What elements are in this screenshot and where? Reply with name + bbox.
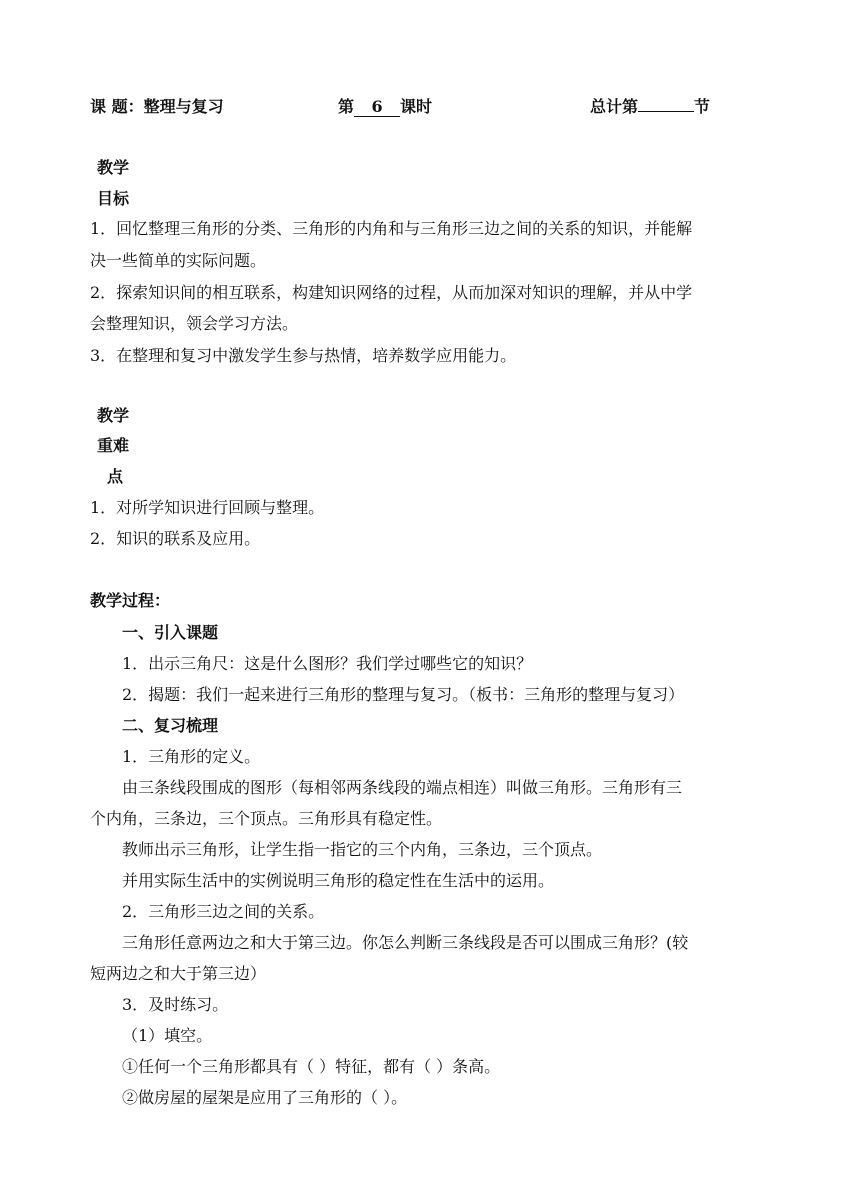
- objectives-label-1: 教学: [97, 158, 130, 177]
- section2-line: 个内角，三条边，三个顶点。三角形具有稳定性。: [90, 809, 443, 828]
- section2-line: 短两边之和大于第三边）: [90, 964, 267, 983]
- objective-line: 2．探索知识间的相互联系，构建知识网络的过程，从而加深对知识的理解，并从中学: [90, 283, 693, 302]
- lesson-number-field: [338, 96, 432, 118]
- objective-line: 1．回忆整理三角形的分类、三角形的内角和与三角形三边之间的关系的知识，并能解: [90, 219, 693, 238]
- lesson-prefix: 第: [338, 97, 355, 116]
- section2-line: 并用实际生活中的实例说明三角形的稳定性在生活中的运用。: [122, 871, 555, 890]
- section2-line: 三角形任意两边之和大于第三边。你怎么判断三条线段是否可以围成三角形？(较: [122, 933, 689, 952]
- total-suffix: 节: [694, 97, 711, 116]
- total-value: [638, 111, 694, 112]
- objective-line: 决一些简单的实际问题。: [90, 251, 267, 270]
- section1-line: 1．出示三角尺：这是什么图形？我们学过哪些它的知识？: [122, 654, 533, 673]
- keypoints-label-2: 重难: [97, 436, 130, 455]
- section2-line: （1）填空。: [122, 1026, 213, 1045]
- keypoints-label-3: 点: [107, 467, 124, 486]
- topic-title: 课 题：整理与复习: [90, 97, 224, 116]
- section1-line: 2．揭题：我们一起来进行三角形的整理与复习。（板书：三角形的整理与复习）: [122, 685, 685, 704]
- section1-title: 一、引入课题: [122, 623, 219, 642]
- section2-line: ②做房屋的屋架是应用了三角形的（ ）。: [122, 1088, 408, 1107]
- objective-line: 会整理知识，领会学习方法。: [90, 314, 299, 333]
- section2-line: 由三条线段围成的图形（每相邻两条线段的端点相连）叫做三角形。三角形有三: [122, 778, 683, 797]
- section2-line: 3．及时练习。: [122, 995, 229, 1014]
- objectives-label-2: 目标: [97, 189, 130, 208]
- lesson-number: 6: [354, 98, 400, 117]
- section2-line: 1．三角形的定义。: [122, 747, 261, 766]
- section2-line: 教师出示三角形，让学生指一指它的三个内角，三条边，三个顶点。: [122, 840, 603, 859]
- keypoint-line: 2．知识的联系及应用。: [90, 529, 261, 548]
- lesson-suffix: 课时: [400, 97, 433, 116]
- total-count-field: [590, 96, 710, 118]
- section2-title: 二、复习梳理: [122, 716, 219, 735]
- objective-line: 3．在整理和复习中激发学生参与热情，培养数学应用能力。: [90, 346, 517, 365]
- total-prefix: 总计第: [590, 97, 639, 116]
- section2-line: ①任何一个三角形都具有（ ）特征，都有（ ）条高。: [122, 1057, 501, 1076]
- keypoint-line: 1．对所学知识进行回顾与整理。: [90, 498, 325, 517]
- keypoints-label-1: 教学: [97, 406, 130, 425]
- process-title: 教学过程：: [90, 591, 171, 610]
- section2-line: 2．三角形三边之间的关系。: [122, 902, 325, 921]
